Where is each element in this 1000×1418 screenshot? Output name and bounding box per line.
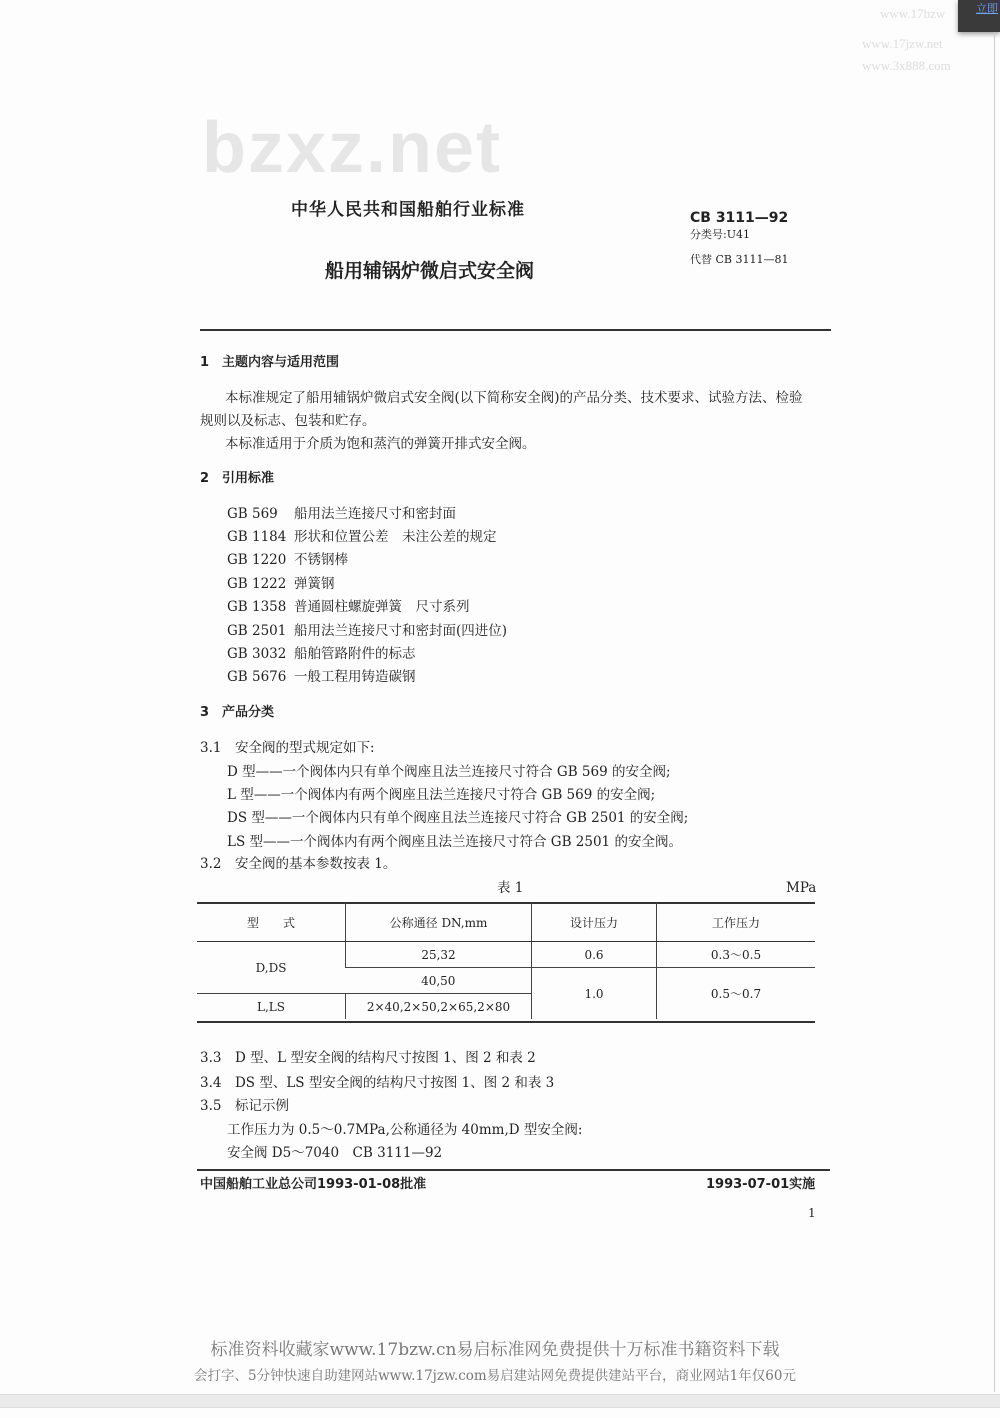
table-header: 型 式 — [197, 903, 346, 942]
type-definition: DS 型——一个阀体内只有单个阀座且法兰连接尺寸符合 GB 2501 的安全阀; — [227, 810, 689, 826]
table-cell: 0.3～0.5 — [657, 942, 816, 968]
table-cell: 1.0 — [532, 968, 657, 1020]
watermark-logo: bzxz.net — [202, 108, 503, 188]
reference-name: 船用法兰连接尺寸和密封面 — [294, 506, 456, 522]
section-heading: 1 主题内容与适用范围 — [200, 355, 340, 370]
clause: 3.1 安全阀的型式规定如下: — [200, 740, 375, 756]
table-cell: L,LS — [257, 999, 285, 1014]
org-title: 中华人民共和国船舶行业标准 — [291, 200, 525, 220]
footer-divider — [197, 1169, 830, 1171]
type-definition: D 型——一个阀体内只有单个阀座且法兰连接尺寸符合 GB 569 的安全阀; — [227, 764, 671, 780]
download-button[interactable] — [958, 0, 1000, 32]
standard-code: CB 3111—92 — [690, 210, 789, 226]
table-header: 设计压力 — [532, 903, 657, 942]
paragraph: 本标准适用于介质为饱和蒸汽的弹簧开排式安全阀。 — [225, 436, 536, 452]
ad-line: 标准资料收藏家www.17bzw.cn易启标准网免费提供十万标准书籍资料下载 — [210, 1340, 780, 1360]
table-cell: 25,32 — [346, 942, 532, 968]
table-cell: 40,50 — [346, 968, 532, 994]
table-bottom-rule — [197, 1021, 815, 1023]
reference-code: GB 3032 — [227, 646, 287, 662]
reference-code: GB 1222 — [227, 576, 287, 592]
table-unit: MPa — [786, 880, 817, 896]
table-cell: D,DS — [197, 942, 346, 994]
effective-date: 1993-07-01实施 — [706, 1177, 816, 1192]
reference-code: GB 2501 — [227, 623, 287, 639]
example-line: 安全阀 D5～7040 CB 3111—92 — [227, 1145, 443, 1161]
reference-name: 普通圆柱螺旋弹簧 尺寸系列 — [294, 599, 470, 615]
watermark-url: www.3x888.com — [862, 58, 951, 73]
reference-code: GB 1184 — [227, 529, 287, 545]
page-number: 1 — [808, 1206, 816, 1220]
section-heading: 2 引用标准 — [200, 471, 275, 486]
clause: 3.4 DS 型、LS 型安全阀的结构尺寸按图 1、图 2 和表 3 — [200, 1075, 555, 1091]
type-definition: LS 型——一个阀体内有两个阀座且法兰连接尺寸符合 GB 2501 的安全阀。 — [227, 834, 682, 850]
clause: 3.3 D 型、L 型安全阀的结构尺寸按图 1、图 2 和表 2 — [200, 1050, 536, 1066]
reference-name: 弹簧钢 — [294, 576, 335, 592]
clause: 3.2 安全阀的基本参数按表 1。 — [200, 856, 397, 872]
replaces-code: 代替 CB 3111—81 — [690, 253, 789, 266]
reference-name: 不锈钢棒 — [294, 552, 348, 568]
reference-name: 一般工程用铸造碳钢 — [294, 669, 416, 685]
parameter-table — [197, 903, 815, 1019]
document-title: 船用辅锅炉微启式安全阀 — [325, 260, 535, 282]
reference-code: GB 569 — [227, 506, 278, 522]
download-button-label: 立即 — [976, 2, 998, 15]
type-definition: L 型——一个阀体内有两个阀座且法兰连接尺寸符合 GB 569 的安全阀; — [227, 787, 656, 803]
header-divider — [200, 329, 831, 331]
section-heading: 3 产品分类 — [200, 705, 275, 720]
paragraph: 规则以及标志、包装和贮存。 — [200, 413, 376, 429]
approval-date: 中国船舶工业总公司1993-01-08批准 — [200, 1177, 427, 1192]
ad-line: 会打字、5分钟快速自助建网站www.17jzw.com易启建站网免费提供建站平台，商业网站1年仅60元 — [194, 1368, 796, 1384]
reference-code: GB 1220 — [227, 552, 287, 568]
paragraph: 本标准规定了船用辅锅炉微启式安全阀(以下简称安全阀)的产品分类、技术要求、试验方法、检验 — [225, 390, 803, 406]
table-cell: 2×40,2×50,2×65,2×80 — [346, 994, 532, 1020]
reference-name: 船用法兰连接尺寸和密封面(四进位) — [294, 623, 508, 639]
example-line: 工作压力为 0.5～0.7MPa,公称通径为 40mm,D 型安全阀: — [227, 1122, 583, 1138]
page-edge — [994, 32, 995, 1392]
table-header: 工作压力 — [657, 903, 816, 942]
clause: 3.5 标记示例 — [200, 1098, 289, 1114]
class-number: 分类号:U41 — [690, 228, 750, 241]
reference-code: GB 1358 — [227, 599, 287, 615]
watermark-url: www.17jzw.net — [862, 36, 943, 51]
reference-code: GB 5676 — [227, 669, 287, 685]
watermark-url: www.17bzw — [880, 6, 946, 21]
reference-name: 船舶管路附件的标志 — [294, 646, 416, 662]
table-cell: 0.6 — [532, 942, 657, 968]
table-header: 公称通径 DN,mm — [346, 903, 532, 942]
table-cell: 0.5～0.7 — [657, 968, 816, 1020]
table-caption: 表 1 — [497, 880, 524, 896]
bottom-bar — [0, 1394, 1000, 1408]
reference-name: 形状和位置公差 未注公差的规定 — [294, 529, 497, 545]
